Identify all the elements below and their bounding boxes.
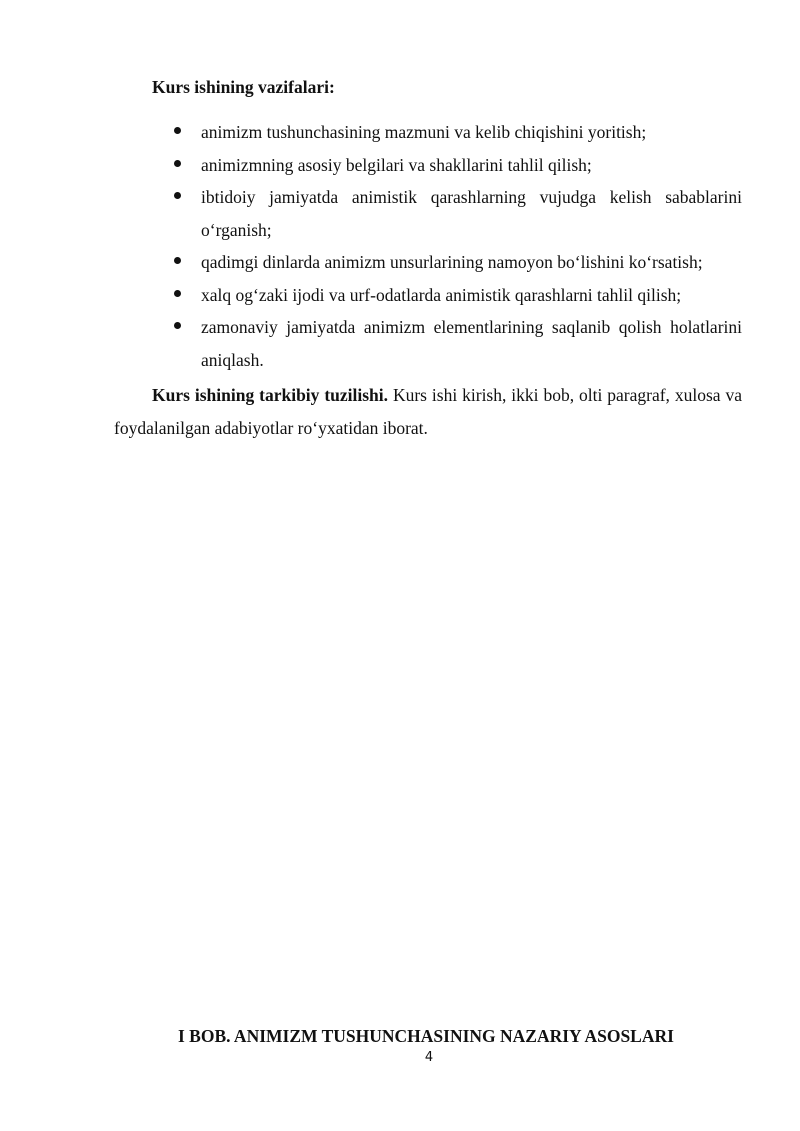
list-item — [174, 311, 742, 376]
chapter-title: I BOB. ANIMIZM TUSHUNCHASINING NAZARIY ASOSLARI — [178, 1026, 674, 1046]
bullet-icon — [174, 192, 181, 199]
bullet-icon — [174, 160, 181, 167]
tasks-list — [174, 116, 742, 376]
list-item-text: ibtidoiy jamiyatda animistik qarashlarning vujudga kelish sabablarini o‘rganish; — [201, 187, 742, 240]
list-item-text: animizmning asosiy belgilari va shakllarini tahlil qilish; — [201, 154, 592, 175]
list-item — [174, 181, 742, 246]
list-item — [174, 279, 742, 312]
bullet-icon — [174, 322, 181, 329]
bullet-icon — [174, 290, 181, 297]
list-item — [174, 116, 742, 149]
bullet-icon — [174, 257, 181, 264]
list-item — [174, 149, 742, 182]
tasks-heading: Kurs ishining vazifalari: — [152, 77, 335, 97]
list-item — [174, 246, 742, 279]
list-item-text: animizm tushunchasining mazmuni va kelib chiqishini yoritish; — [201, 122, 647, 142]
list-item-text: qadimgi dinlarda animizm unsurlarining namoyon bo‘lishini ko‘rsatish; — [201, 252, 703, 272]
list-item-text: zamonaviy jamiyatda animizm elementlarining saqlanib qolish holatlarini aniqlash. — [201, 317, 742, 370]
list-item-text: xalq og‘zaki ijodi va urf-odatlarda animistik qarashlarni tahlil qilish; — [201, 284, 682, 305]
page-number: 4 — [424, 1050, 434, 1065]
structure-lead: Kurs ishining tarkibiy tuzilishi. — [152, 385, 389, 405]
structure-text: Kurs ishi kirish, ikki bob, olti paragraf, xulosa va foydalanilgan adabiyotlar ro‘yxatidan iborat. — [114, 385, 742, 438]
structure-paragraph — [114, 379, 742, 444]
bullet-icon — [174, 127, 181, 134]
